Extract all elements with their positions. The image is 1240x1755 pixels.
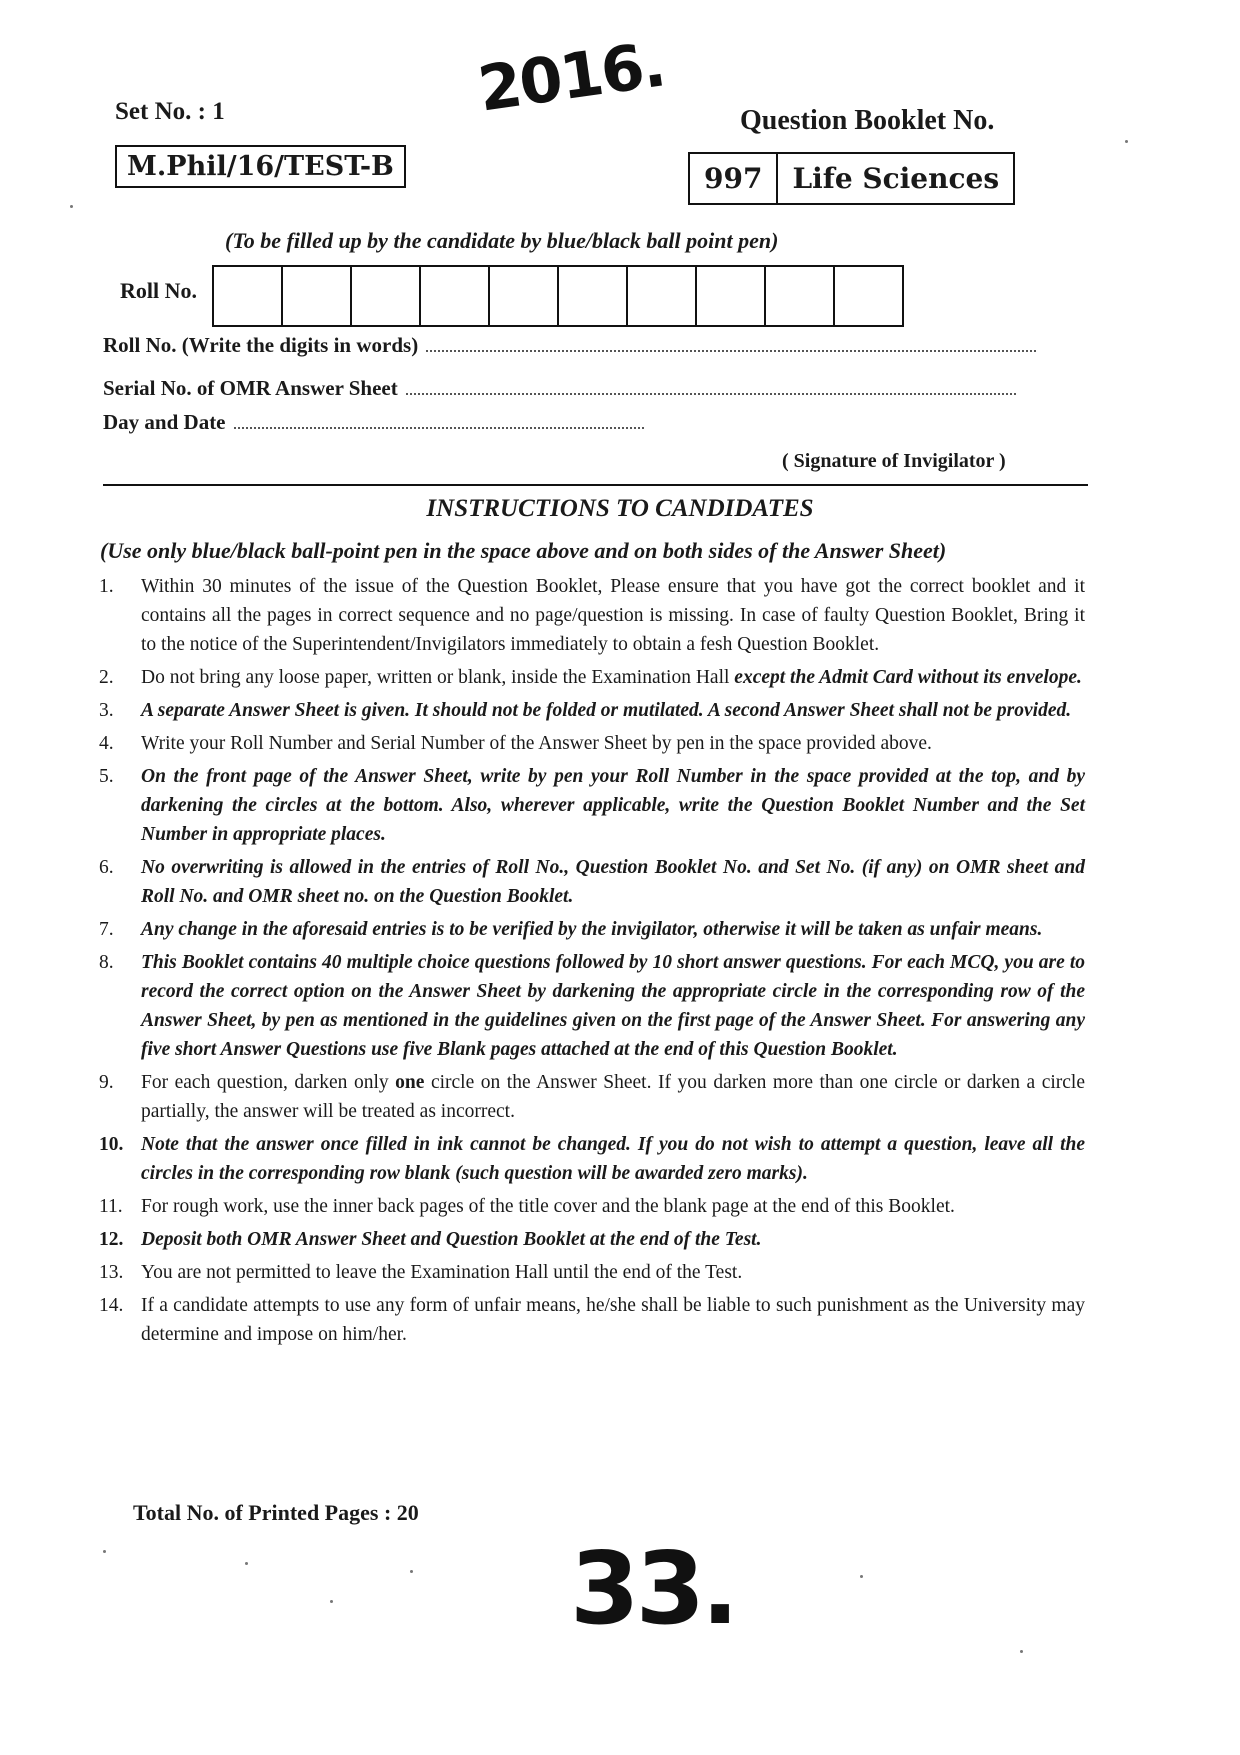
scan-speck <box>70 205 73 208</box>
booklet-number: 997 <box>690 154 778 203</box>
day-date-line[interactable] <box>234 411 644 429</box>
instruction-item: 13. You are not permitted to leave the Examination Hall until the end of the Test. <box>99 1262 743 1283</box>
total-printed-pages: Total No. of Printed Pages : 20 <box>133 1500 419 1525</box>
instructions-list <box>95 572 1085 1353</box>
fill-instruction-note: (To be filled up by the candidate by blue/black ball point pen) <box>225 228 779 253</box>
instruction-item: 6. No overwriting is allowed in the entries of Roll No., Question Booklet No. and Set No. (if any) on OMR sheet and Roll No. and OMR sheet no. on the Question Booklet. <box>99 857 1085 907</box>
omr-serial-line[interactable] <box>406 377 1016 395</box>
course-code-box: M.Phil/16/TEST-B <box>115 145 406 188</box>
divider-line <box>103 484 1088 486</box>
omr-serial-label: Serial No. of OMR Answer Sheet <box>103 376 398 400</box>
instruction-item: 1. Within 30 minutes of the issue of the Question Booklet, Please ensure that you have got the correct booklet and it contains all the pages in correct sequence and no page/question is missing. In case of faulty Question Booklet, Bring it to the notice of the Superintendent/Invigilators immediately to obtain a fesh Question Booklet. <box>99 576 1085 655</box>
scan-speck <box>1125 140 1128 143</box>
scan-speck <box>103 1550 106 1553</box>
handwritten-number: 33. <box>570 1530 736 1647</box>
scan-speck <box>1020 1650 1023 1653</box>
question-booklet-label: Question Booklet No. <box>740 105 995 136</box>
scan-speck <box>410 1570 413 1573</box>
roll-digit-box[interactable] <box>697 267 766 325</box>
roll-digit-box[interactable] <box>766 267 835 325</box>
roll-no-boxes[interactable] <box>212 265 904 327</box>
roll-digit-box[interactable] <box>628 267 697 325</box>
roll-no-words-field[interactable] <box>103 333 1036 358</box>
instructions-title: INSTRUCTIONS TO CANDIDATES <box>426 495 814 522</box>
roll-digit-box[interactable] <box>490 267 559 325</box>
subject-name: Life Sciences <box>792 162 1000 195</box>
roll-digit-box[interactable] <box>559 267 628 325</box>
set-number: Set No. : 1 <box>115 98 225 125</box>
instruction-item: 9. For each question, darken only one circle on the Answer Sheet. If you darken more than one circle or darken a circle partially, the answer will be treated as incorrect. <box>99 1072 1085 1122</box>
handwritten-year: 2016. <box>473 27 669 126</box>
scan-speck <box>245 1562 248 1565</box>
instruction-item: 3. A separate Answer Sheet is given. It should not be folded or mutilated. A second Answer Sheet shall not be provided. <box>99 700 1072 721</box>
instruction-item: 4. Write your Roll Number and Serial Number of the Answer Sheet by pen in the space provided above. <box>99 733 932 754</box>
instruction-item: 14. If a candidate attempts to use any form of unfair means, he/she shall be liable to such punishment as the University may determine and impose on him/her. <box>99 1295 1085 1345</box>
question-booklet-box <box>688 152 1015 205</box>
roll-no-label: Roll No. <box>120 278 197 303</box>
instruction-item: 2. Do not bring any loose paper, written or blank, inside the Examination Hall except the Admit Card without its envelope. <box>99 667 1082 688</box>
scan-speck <box>330 1600 333 1603</box>
roll-digit-box[interactable] <box>283 267 352 325</box>
instruction-item: 12. Deposit both OMR Answer Sheet and Question Booklet at the end of the Test. <box>99 1229 762 1250</box>
scan-speck <box>860 1575 863 1578</box>
instructions-subtitle: (Use only blue/black ball-point pen in the space above and on both sides of the Answer Sheet) <box>100 538 947 563</box>
roll-digit-box[interactable] <box>835 267 902 325</box>
day-date-field[interactable] <box>103 410 644 435</box>
instruction-item: 10. Note that the answer once filled in ink cannot be changed. If you do not wish to attempt a question, leave all the circles in the corresponding row blank (such question will be awarded zero marks). <box>99 1134 1085 1184</box>
instruction-item: 8. This Booklet contains 40 multiple choice questions followed by 10 short answer questions. For each MCQ, you are to record the correct option on the Answer Sheet by darkening the appropriate circle in the corresponding row of the Answer Sheet, by pen as mentioned in the guidelines given on the first page of the Answer Sheet. For answering any five short Answer Questions use five Blank pages attached at the end of this Question Booklet. <box>99 952 1085 1060</box>
invigilator-signature-label: ( Signature of Invigilator ) <box>782 450 1006 472</box>
instruction-item: 7. Any change in the aforesaid entries is to be verified by the invigilator, otherwise it will be taken as unfair means. <box>99 919 1043 940</box>
omr-serial-field[interactable] <box>103 376 1016 401</box>
instruction-item: 5. On the front page of the Answer Sheet, write by pen your Roll Number in the space provided at the top, and by darkening the circles at the bottom. Also, wherever applicable, write the Question Booklet Number and the Set Number in appropriate places. <box>99 766 1085 845</box>
day-date-label: Day and Date <box>103 410 226 434</box>
instruction-item: 11. For rough work, use the inner back pages of the title cover and the blank page at the end of this Booklet. <box>99 1196 955 1217</box>
roll-digit-box[interactable] <box>214 267 283 325</box>
roll-digit-box[interactable] <box>352 267 421 325</box>
roll-no-words-line[interactable] <box>426 334 1036 352</box>
roll-digit-box[interactable] <box>421 267 490 325</box>
roll-no-words-label: Roll No. (Write the digits in words) <box>103 333 419 357</box>
